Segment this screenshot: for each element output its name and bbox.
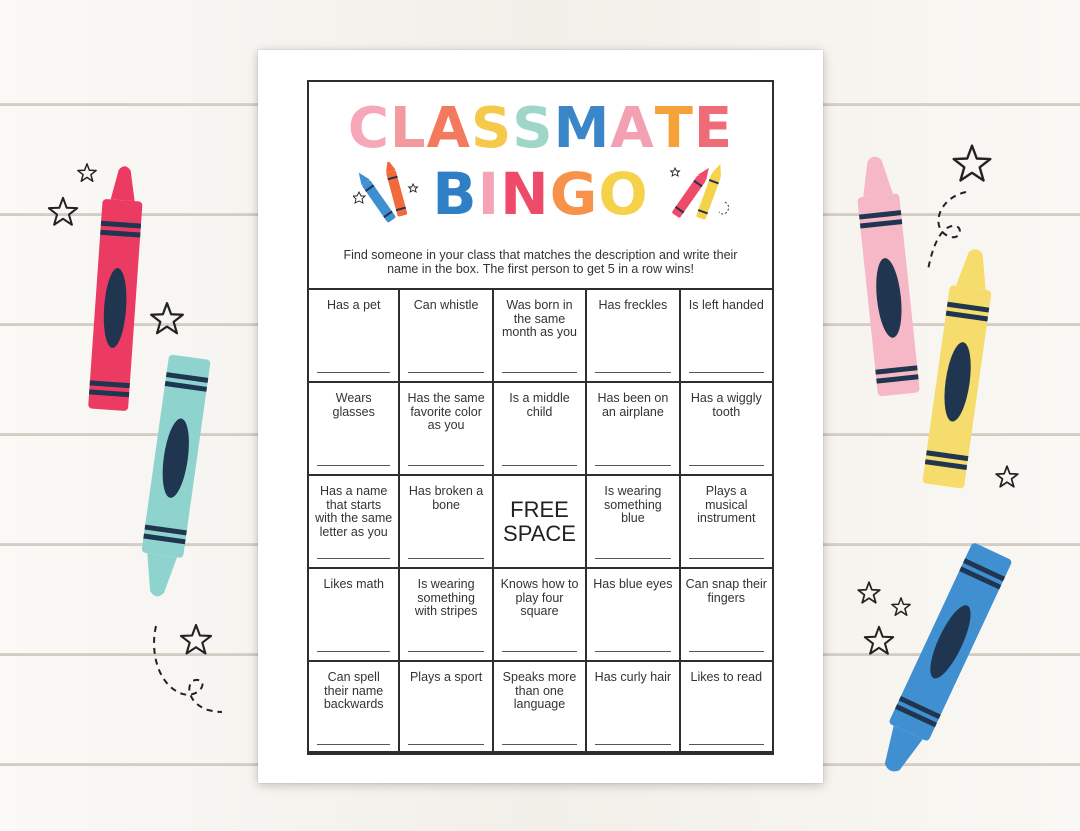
star-icon (76, 162, 98, 184)
title-bingo-letter: N (500, 160, 550, 228)
name-write-line (689, 744, 764, 745)
bingo-cell-text: Has freckles (598, 298, 668, 312)
bingo-cell-text: Has the same favorite color as you (407, 391, 485, 432)
title-classmate-letter: A (426, 96, 471, 161)
bingo-cell-text: Likes to read (690, 670, 763, 684)
bingo-cell-text: Is wearing something blue (604, 484, 662, 525)
bingo-cell[interactable] (494, 290, 587, 383)
bingo-cell-text: Has broken a bone (408, 484, 484, 512)
title-classmate-letter: T (654, 96, 694, 161)
name-write-line (408, 651, 483, 652)
bingo-cell[interactable] (494, 662, 587, 755)
bingo-cell[interactable] (681, 569, 774, 662)
yellow-crayon-icon (914, 242, 1004, 502)
bingo-cell-text: Knows how to play four square (500, 577, 579, 618)
bingo-cell-text: Is wearing something with stripes (414, 577, 478, 618)
name-write-line (595, 651, 670, 652)
name-write-line (595, 558, 670, 559)
bingo-cell[interactable] (400, 290, 493, 383)
bingo-cell[interactable] (307, 383, 400, 476)
star-icon (856, 580, 882, 606)
title-classmate-letter: M (553, 96, 611, 161)
crayons-right-icon (661, 162, 741, 232)
mint-crayon-icon (128, 348, 218, 608)
bingo-cell-text: Has been on an airplane (597, 391, 669, 419)
title-classmate-letter: C (347, 96, 390, 161)
bingo-cell[interactable] (307, 662, 400, 755)
star-icon (950, 142, 994, 186)
bingo-cell[interactable] (587, 662, 680, 755)
title-classmate-letter: A (610, 96, 655, 161)
bingo-cell-text: Likes math (323, 577, 384, 591)
name-write-line (408, 558, 483, 559)
name-write-line (689, 372, 764, 373)
instructions-text: Find someone in your class that matches the description and write their name in the box. The first person to get 5 in a row wins! (343, 248, 738, 276)
bingo-cell[interactable] (681, 383, 774, 476)
bingo-cell[interactable] (587, 383, 680, 476)
bingo-sheet (258, 50, 823, 783)
bingo-cell-text: Can snap their fingers (685, 577, 767, 605)
bingo-cell-text: Has a pet (326, 298, 381, 312)
bingo-cell-text: Wears glasses (332, 391, 375, 419)
free-space-cell[interactable] (494, 476, 587, 569)
star-icon (890, 596, 912, 618)
bingo-cell[interactable] (494, 383, 587, 476)
name-write-line (317, 744, 390, 745)
name-write-line (408, 744, 483, 745)
title-bingo-letter: B (432, 160, 478, 228)
bingo-cell[interactable] (400, 662, 493, 755)
name-write-line (408, 372, 483, 373)
dashed-swirl-icon (918, 188, 978, 278)
blue-crayon-icon (862, 530, 1022, 790)
bingo-cell[interactable] (400, 569, 493, 662)
name-write-line (689, 465, 764, 466)
name-write-line (502, 651, 577, 652)
star-icon (862, 624, 896, 658)
bingo-cell-text: Plays a musical instrument (697, 484, 756, 525)
title-bingo-letter: O (598, 160, 649, 228)
bingo-cell[interactable] (587, 569, 680, 662)
bingo-cell[interactable] (400, 476, 493, 569)
star-icon (994, 464, 1020, 490)
bingo-cell[interactable] (587, 290, 680, 383)
title-classmate-letter: S (512, 96, 554, 161)
bingo-cell-text: Is left handed (688, 298, 764, 312)
name-write-line (502, 372, 577, 373)
title-classmate-letter: L (389, 96, 427, 161)
bingo-cell-text: FREE SPACE (503, 496, 576, 546)
bingo-cell[interactable] (587, 476, 680, 569)
bingo-cell[interactable] (681, 476, 774, 569)
bingo-cell-text: Has a name that starts with the same letter as you (315, 484, 393, 539)
name-write-line (595, 744, 670, 745)
star-icon (46, 195, 80, 229)
name-write-line (595, 372, 670, 373)
bingo-cell[interactable] (681, 290, 774, 383)
bingo-cell-text: Is a middle child (509, 391, 570, 419)
title-bingo-letter: G (549, 160, 599, 228)
title-classmate-letter: S (470, 96, 513, 161)
bingo-cell[interactable] (307, 569, 400, 662)
star-icon (148, 300, 186, 338)
bingo-cell-text: Speaks more than one language (502, 670, 577, 711)
title-bingo-letter: I (477, 160, 501, 228)
bingo-cell-text: Plays a sport (409, 670, 483, 684)
name-write-line (317, 558, 390, 559)
bingo-cell-text: Has blue eyes (593, 577, 673, 591)
name-write-line (689, 558, 764, 559)
name-write-line (317, 465, 390, 466)
bingo-cell-text: Has curly hair (594, 670, 672, 684)
bingo-cell-text: Can whistle (413, 298, 479, 312)
title-classmate (309, 96, 772, 161)
name-write-line (317, 651, 390, 652)
dashed-swirl-icon (148, 622, 228, 722)
bingo-cell[interactable] (400, 383, 493, 476)
bingo-cell[interactable] (307, 476, 400, 569)
bingo-cell-text: Has a wiggly tooth (690, 391, 762, 419)
name-write-line (317, 372, 390, 373)
bingo-frame (307, 80, 774, 753)
bingo-cell-text: Can spell their name backwards (323, 670, 384, 711)
title-classmate-letter: E (693, 96, 734, 161)
crayons-left-icon (353, 162, 423, 242)
name-write-line (689, 651, 764, 652)
name-write-line (595, 465, 670, 466)
bingo-grid (307, 288, 774, 755)
name-write-line (408, 465, 483, 466)
bingo-cell-text: Was born in the same month as you (501, 298, 578, 339)
name-write-line (502, 744, 577, 745)
bingo-cell[interactable] (494, 569, 587, 662)
bingo-cell[interactable] (681, 662, 774, 755)
bingo-cell[interactable] (307, 290, 400, 383)
header (309, 82, 772, 288)
name-write-line (502, 465, 577, 466)
